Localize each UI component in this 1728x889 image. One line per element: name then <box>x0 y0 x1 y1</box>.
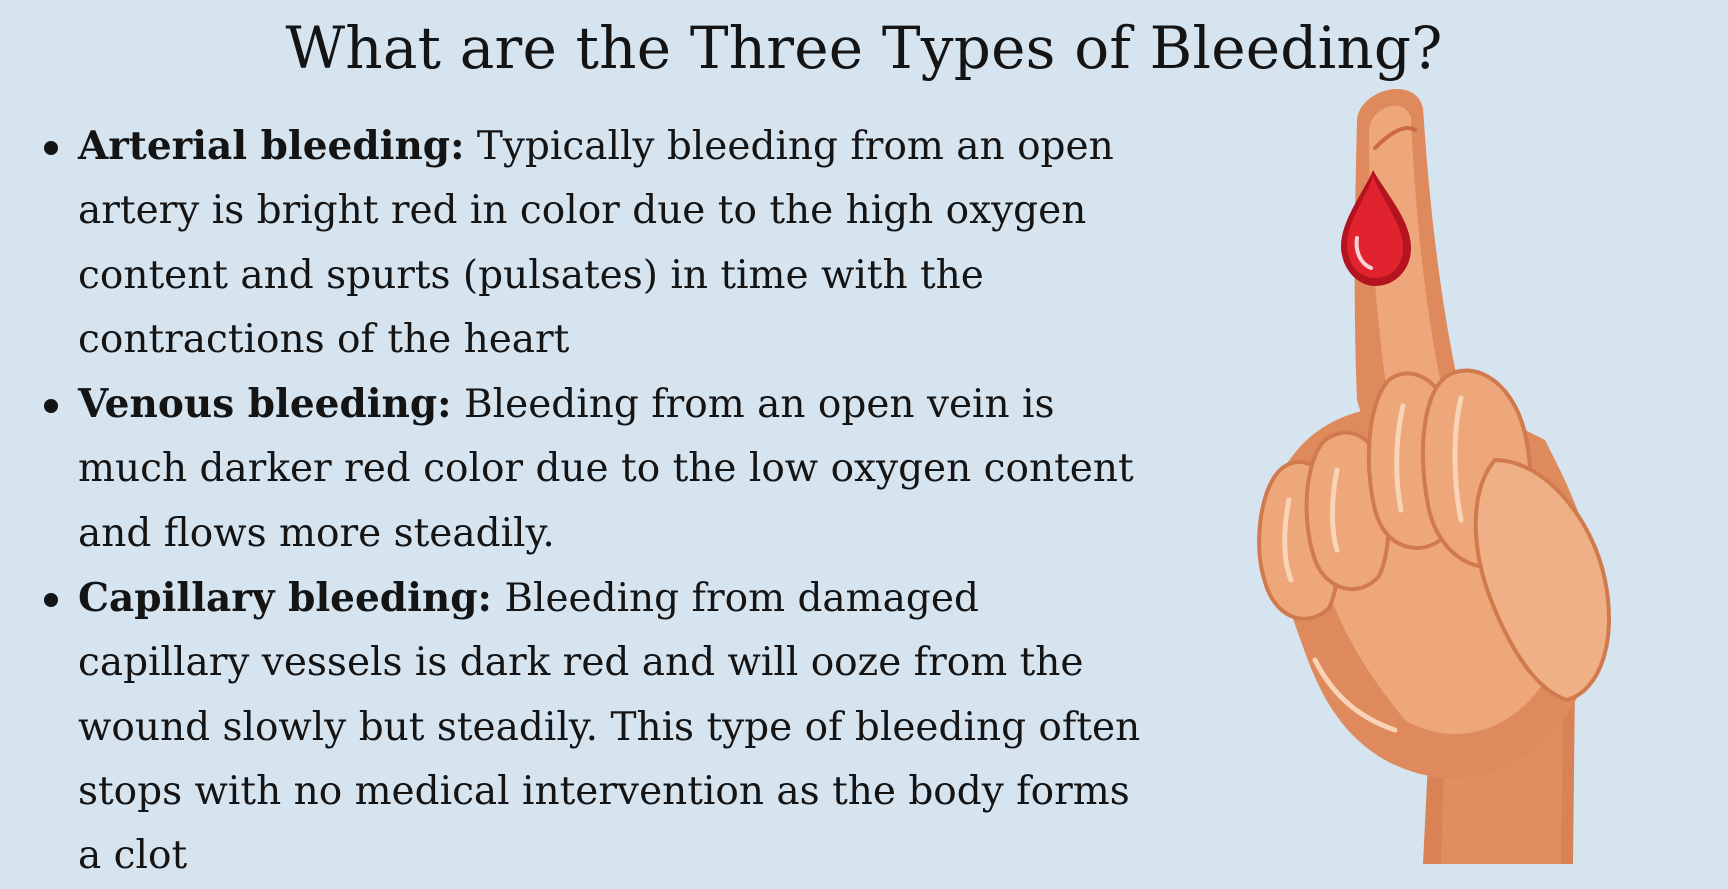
bullet-dot-icon <box>44 593 58 607</box>
bullet-text: Typically bleeding from an open artery is bright red in color due to the high oxygen content and spurts (pulsates) in time with the contractions of the heart <box>78 124 1114 362</box>
bullet-term: Capillary bleeding: <box>78 575 492 622</box>
list-item-arterial <box>38 114 1148 372</box>
bullet-dot-icon <box>44 399 58 413</box>
finger-with-blood-drop-illustration <box>1245 80 1645 864</box>
list-item-venous <box>38 372 1148 566</box>
bullet-term: Venous bleeding: <box>78 381 452 428</box>
list-item-capillary <box>38 566 1148 888</box>
bullet-text: Bleeding from an open vein is much darker red color due to the low oxygen content and flows more steadily. <box>78 382 1134 556</box>
bullet-term: Arterial bleeding: <box>78 123 465 169</box>
bullet-text: Bleeding from damaged capillary vessels is dark red and will ooze from the wound slowly but steadily. This type of bleeding often stops with no medical intervention as the body forms a clot <box>78 576 1141 879</box>
bullet-dot-icon <box>44 141 58 155</box>
page-title: What are the Three Types of Bleeding? <box>285 14 1443 82</box>
bleeding-types-list <box>38 114 1148 889</box>
